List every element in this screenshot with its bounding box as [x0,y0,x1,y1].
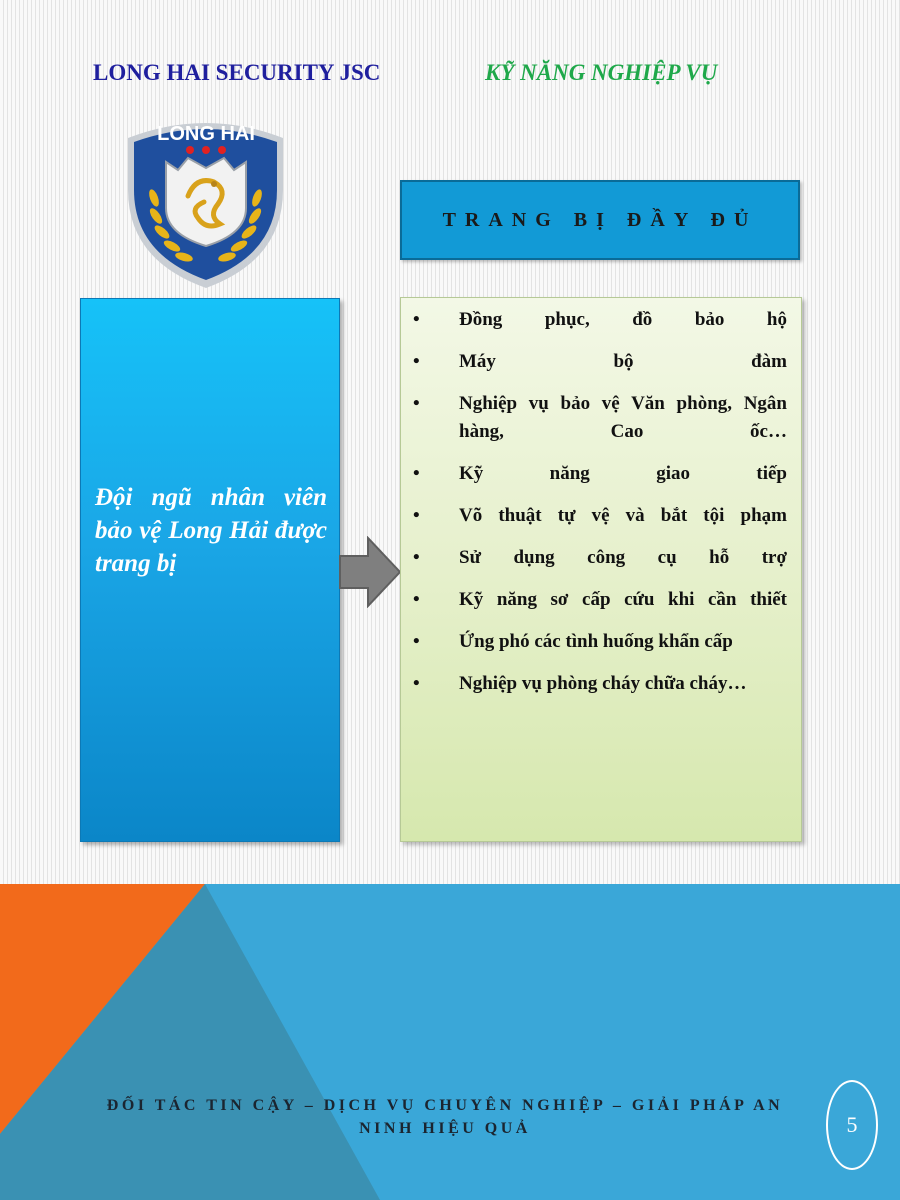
list-item: • Võ thuật tự vệ và bắt tội phạm [401,502,787,530]
list-item: • Ứng phó các tình huống khẩn cấp [401,628,787,656]
logo-emblem [118,112,293,290]
equipment-list [401,298,801,698]
list-item: • Đồng phục, đồ bảo hộ [401,306,787,334]
footer-decoration [0,884,900,1200]
list-item: • Máy bộ đàm [401,348,787,376]
section-topic: KỸ NĂNG NGHIỆP VỤ [485,60,718,85]
page-number [826,1080,878,1170]
list-item: • Nghiệp vụ bảo vệ Văn phòng, Ngân hàng, Cao ốc… [401,390,787,446]
right-arrow-icon [338,536,402,608]
list-item: • Nghiệp vụ phòng cháy chữa cháy… [401,670,787,698]
page-number-label: 5 [846,1112,858,1137]
equipment-list-panel [400,297,802,842]
list-item: • Sử dụng công cụ hỗ trợ [401,544,787,572]
intro-panel [80,298,340,842]
footer-slogan: ĐỐI TÁC TIN CẬY – DỊCH VỤ CHUYÊN NGHIỆP – GIẢI PHÁP AN NINH HIỆU QUẢ [106,1097,784,1137]
section-title: TRANG BỊ ĐẦY ĐỦ [442,208,758,231]
svg-text:LONG HAI: LONG HAI [157,123,255,145]
list-item: • Kỹ năng sơ cấp cứu khi cần thiết [401,586,787,614]
list-item: • Kỹ năng giao tiếp [401,460,787,488]
company-name: LONG HAI SECURITY JSC [93,60,381,85]
section-title-box [400,180,800,260]
intro-text: Đội ngũ nhân viên bảo vệ Long Hải được trang bị [95,484,327,577]
